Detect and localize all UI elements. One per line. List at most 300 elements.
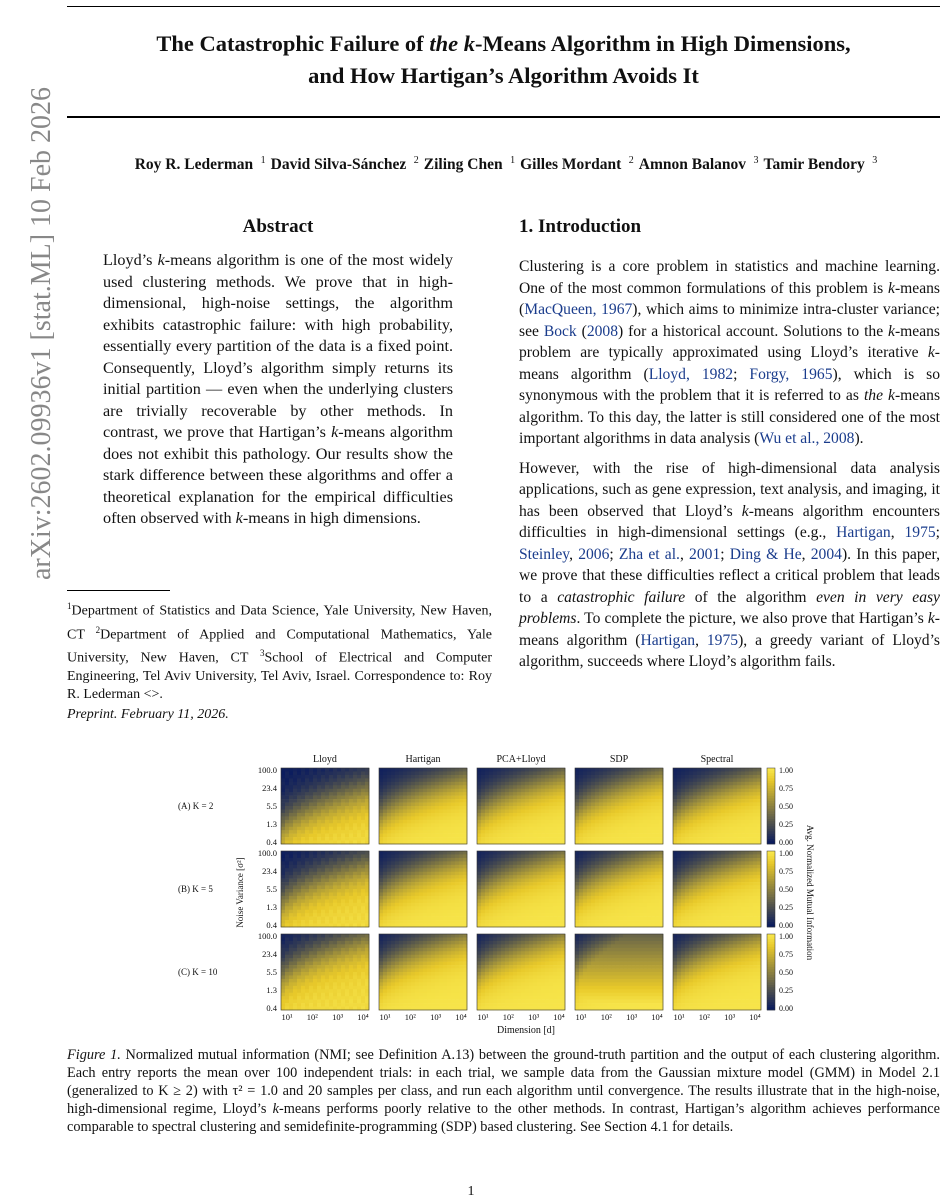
heatmap-cell (599, 861, 603, 865)
heatmap-cell (651, 879, 655, 883)
heatmap-cell (357, 872, 361, 876)
heatmap-cell (753, 771, 757, 775)
heatmap-cell (607, 906, 611, 910)
heatmap-cell (607, 917, 611, 921)
colorbar-segment (767, 919, 775, 922)
heatmap-cell (651, 917, 655, 921)
heatmap-cell (281, 820, 285, 824)
heatmap-cell (599, 889, 603, 893)
citation-link[interactable]: Hartigan (836, 524, 891, 541)
heatmap-cell (749, 768, 753, 772)
heatmap-cell (655, 868, 659, 872)
heatmap-cell (721, 879, 725, 883)
heatmap-cell (387, 813, 391, 817)
heatmap-cell (451, 816, 455, 820)
heatmap-cell (623, 879, 627, 883)
citation-link[interactable]: Bock (543, 322, 577, 340)
heatmap-cell (583, 906, 587, 910)
heatmap-cell (301, 823, 305, 827)
heatmap-cell (419, 903, 423, 907)
heatmap-cell (549, 816, 553, 820)
heatmap-cell (689, 858, 693, 862)
heatmap-cell (447, 809, 451, 813)
citation-link[interactable]: Hartigan (640, 631, 696, 649)
heatmap-cell (383, 823, 387, 827)
heatmap-cell (557, 913, 561, 917)
heatmap-cell (301, 910, 305, 914)
heatmap-cell (411, 813, 415, 817)
heatmap-cell (387, 854, 391, 858)
heatmap-cell (459, 789, 463, 793)
heatmap-cell (509, 792, 513, 796)
heatmap-cell (415, 872, 419, 876)
heatmap-cell (489, 775, 493, 779)
heatmap-cell (431, 768, 435, 772)
heatmap-cell (431, 806, 435, 810)
citation-link[interactable]: 2008 (586, 322, 619, 340)
heatmap-cell (349, 899, 353, 903)
heatmap-cell (509, 858, 513, 862)
heatmap-cell (713, 913, 717, 917)
heatmap-cell (419, 813, 423, 817)
heatmap-cell (749, 920, 753, 924)
heatmap-cell (365, 830, 369, 834)
heatmap-cell (509, 820, 513, 824)
heatmap-cell (481, 854, 485, 858)
heatmap-cell (493, 834, 497, 838)
citation-link[interactable]: Forgy, 1965 (749, 365, 833, 383)
heatmap-cell (619, 775, 623, 779)
heatmap-cell (587, 854, 591, 858)
heatmap-cell (481, 896, 485, 900)
heatmap-cell (549, 827, 553, 831)
heatmap-cell (591, 834, 595, 838)
heatmap-cell (697, 892, 701, 896)
heatmap-cell (357, 816, 361, 820)
heatmap-cell (493, 896, 497, 900)
heatmap-cell (423, 782, 427, 786)
heatmap-cell (737, 816, 741, 820)
heatmap-cell (431, 882, 435, 886)
heatmap-cell (631, 785, 635, 789)
heatmap-cell (627, 827, 631, 831)
heatmap-cell (513, 861, 517, 865)
heatmap-cell (525, 785, 529, 789)
heatmap-cell (753, 785, 757, 789)
heatmap-cell (619, 861, 623, 865)
heatmap-cell (399, 903, 403, 907)
heatmap-cell (505, 809, 509, 813)
heatmap-cell (301, 913, 305, 917)
heatmap-cell (737, 806, 741, 810)
heatmap-cell (737, 903, 741, 907)
colorbar-tick-label: 1.00 (779, 766, 793, 775)
heatmap-cell (459, 778, 463, 782)
heatmap-cell (459, 903, 463, 907)
heatmap-cell (575, 816, 579, 820)
colorbar-segment (767, 909, 775, 912)
heatmap-cell (309, 910, 313, 914)
heatmap-cell (297, 879, 301, 883)
heatmap-cell (521, 886, 525, 890)
heatmap-cell (659, 903, 663, 907)
heatmap-cell (477, 910, 481, 914)
heatmap-cell (599, 820, 603, 824)
heatmap-cell (439, 872, 443, 876)
heatmap-cell (333, 813, 337, 817)
heatmap-cell (365, 816, 369, 820)
heatmap-cell (685, 837, 689, 841)
heatmap-cell (281, 792, 285, 796)
heatmap-cell (341, 896, 345, 900)
heatmap-cell (627, 803, 631, 807)
heatmap-cell (427, 854, 431, 858)
heatmap-cell (603, 827, 607, 831)
heatmap-cell (619, 771, 623, 775)
heatmap-cell (361, 854, 365, 858)
heatmap-cell (443, 799, 447, 803)
heatmap-cell (329, 910, 333, 914)
heatmap-cell (387, 792, 391, 796)
heatmap-cell (643, 865, 647, 869)
heatmap-cell (599, 782, 603, 786)
heatmap-cell (419, 806, 423, 810)
citation-link[interactable]: Ding & He (729, 545, 802, 563)
heatmap-cell (325, 917, 329, 921)
heatmap-cell (591, 778, 595, 782)
heatmap-cell (611, 889, 615, 893)
heatmap-cell (545, 865, 549, 869)
heatmap-cell (313, 882, 317, 886)
heatmap-cell (321, 834, 325, 838)
heatmap-cell (439, 803, 443, 807)
heatmap-cell (561, 768, 565, 772)
heatmap-cell (583, 816, 587, 820)
heatmap-cell (517, 868, 521, 872)
heatmap-cell (399, 906, 403, 910)
heatmap-cell (749, 882, 753, 886)
heatmap-cell (537, 892, 541, 896)
heatmap-cell (729, 803, 733, 807)
heatmap-cell (697, 886, 701, 890)
heatmap-cell (439, 837, 443, 841)
heatmap-cell (415, 792, 419, 796)
heatmap-cell (549, 872, 553, 876)
heatmap-cell (541, 851, 545, 855)
heatmap-cell (451, 778, 455, 782)
heatmap-cell (415, 775, 419, 779)
heatmap-cell (741, 906, 745, 910)
heatmap-cell (639, 771, 643, 775)
heatmap-cell (623, 813, 627, 817)
heatmap-cell (415, 820, 419, 824)
author-name: David Silva-Sánchez (270, 156, 407, 174)
heatmap-cell (689, 813, 693, 817)
heatmap-cell (353, 820, 357, 824)
heatmap-cell (591, 799, 595, 803)
heatmap-cell (619, 865, 623, 869)
citation-link[interactable]: MacQueen, 1967 (524, 301, 633, 318)
heatmap-cell (317, 892, 321, 896)
heatmap-cell (575, 782, 579, 786)
heatmap-cell (575, 875, 579, 879)
citation-link[interactable]: 1975 (706, 631, 739, 649)
heatmap-cell (741, 879, 745, 883)
heatmap-cell (721, 816, 725, 820)
heatmap-cell (427, 851, 431, 855)
heatmap-cell (635, 816, 639, 820)
heatmap-cell (435, 920, 439, 924)
heatmap-cell (721, 906, 725, 910)
heatmap-cell (427, 920, 431, 924)
heatmap-cell (337, 813, 341, 817)
heatmap-cell (733, 861, 737, 865)
heatmap-cell (505, 879, 509, 883)
heatmap-cell (697, 809, 701, 813)
heatmap-cell (403, 820, 407, 824)
heatmap-cell (395, 917, 399, 921)
heatmap-cell (443, 768, 447, 772)
heatmap-cell (615, 889, 619, 893)
heatmap-cell (561, 889, 565, 893)
heatmap-cell (329, 903, 333, 907)
heatmap-cell (591, 837, 595, 841)
heatmap-cell (729, 827, 733, 831)
heatmap-cell (341, 872, 345, 876)
heatmap-cell (685, 792, 689, 796)
heatmap-cell (553, 906, 557, 910)
heatmap-cell (615, 861, 619, 865)
heatmap-cell (537, 827, 541, 831)
heatmap-cell (733, 799, 737, 803)
heatmap-cell (447, 796, 451, 800)
heatmap-cell (415, 854, 419, 858)
heatmap-cell (553, 913, 557, 917)
heatmap-cell (579, 882, 583, 886)
heatmap-cell (623, 806, 627, 810)
heatmap-cell (521, 920, 525, 924)
heatmap-cell (545, 785, 549, 789)
citation-link[interactable]: 2004 (810, 545, 842, 563)
heatmap-cell (443, 896, 447, 900)
heatmap-cell (673, 861, 677, 865)
heatmap-cell (603, 816, 607, 820)
heatmap-cell (419, 858, 423, 862)
heatmap-cell (635, 861, 639, 865)
citation-link[interactable]: Steinley (519, 545, 570, 563)
heatmap-cell (693, 889, 697, 893)
heatmap-cell (439, 886, 443, 890)
heatmap-cell (579, 861, 583, 865)
heatmap-cell (357, 799, 361, 803)
heatmap-cell (557, 806, 561, 810)
heatmap-cell (537, 775, 541, 779)
heatmap-cell (447, 851, 451, 855)
heatmap-cell (419, 796, 423, 800)
heatmap-cell (423, 896, 427, 900)
citation-link[interactable]: Zha et al. (618, 545, 680, 563)
heatmap-cell (451, 886, 455, 890)
heatmap-cell (545, 827, 549, 831)
heatmap-cell (455, 879, 459, 883)
heatmap-cell (365, 809, 369, 813)
heatmap-cell (647, 792, 651, 796)
heatmap-cell (439, 816, 443, 820)
heatmap-cell (365, 892, 369, 896)
heatmap-cell (407, 796, 411, 800)
heatmap-cell (281, 872, 285, 876)
heatmap-cell (281, 854, 285, 858)
heatmap-cell (575, 837, 579, 841)
colorbar-segment (767, 836, 775, 839)
heatmap-cell (639, 861, 643, 865)
heatmap-cell (681, 889, 685, 893)
heatmap-cell (447, 837, 451, 841)
heatmap-cell (345, 875, 349, 879)
heatmap-cell (549, 868, 553, 872)
heatmap-cell (387, 830, 391, 834)
heatmap-cell (729, 906, 733, 910)
heatmap-cell (423, 882, 427, 886)
heatmap-cell (345, 809, 349, 813)
heatmap-cell (345, 771, 349, 775)
heatmap-cell (717, 823, 721, 827)
heatmap-cell (733, 865, 737, 869)
citation-link[interactable]: Lloyd, 1982 (648, 365, 734, 383)
heatmap-cell (611, 778, 615, 782)
heatmap-cell (599, 854, 603, 858)
heatmap-cell (525, 771, 529, 775)
heatmap-cell (325, 861, 329, 865)
heatmap-cell (501, 889, 505, 893)
heatmap-cell (419, 837, 423, 841)
heatmap-cell (643, 868, 647, 872)
heatmap-cell (435, 792, 439, 796)
heatmap-cell (741, 886, 745, 890)
heatmap-cell (281, 803, 285, 807)
heatmap-cell (419, 879, 423, 883)
heatmap-cell (383, 789, 387, 793)
heatmap-cell (595, 910, 599, 914)
heatmap-cell (509, 775, 513, 779)
heatmap-cell (365, 785, 369, 789)
heatmap-cell (709, 782, 713, 786)
heatmap-cell (407, 820, 411, 824)
heatmap-cell (529, 920, 533, 924)
heatmap-cell (517, 861, 521, 865)
heatmap-cell (407, 865, 411, 869)
heatmap-cell (485, 892, 489, 896)
heatmap-cell (693, 827, 697, 831)
citation-link[interactable]: 1975 (904, 524, 936, 541)
heatmap-cell (321, 768, 325, 772)
citation-link[interactable]: 2006 (578, 545, 610, 563)
heatmap-cell (317, 771, 321, 775)
heatmap-cell (305, 806, 309, 810)
heatmap-cell (579, 906, 583, 910)
heatmap-cell (595, 882, 599, 886)
heatmap-cell (451, 889, 455, 893)
heatmap-cell (313, 768, 317, 772)
heatmap-cell (293, 903, 297, 907)
heatmap-cell (603, 789, 607, 793)
heatmap-cell (749, 771, 753, 775)
heatmap-cell (451, 775, 455, 779)
heatmap-cell (325, 768, 329, 772)
heatmap-cell (337, 778, 341, 782)
heatmap-cell (681, 813, 685, 817)
heatmap-cell (575, 917, 579, 921)
heatmap-cell (309, 799, 313, 803)
heatmap-cell (579, 889, 583, 893)
heatmap-cell (427, 861, 431, 865)
heatmap-cell (713, 896, 717, 900)
heatmap-cell (685, 910, 689, 914)
heatmap-cell (517, 771, 521, 775)
heatmap-cell (431, 913, 435, 917)
heatmap-cell (627, 837, 631, 841)
heatmap-cell (651, 768, 655, 772)
heatmap-cell (481, 803, 485, 807)
heatmap-cell (357, 917, 361, 921)
heatmap-cell (313, 796, 317, 800)
heatmap-cell (583, 899, 587, 903)
heatmap-cell (713, 851, 717, 855)
heatmap-cell (733, 858, 737, 862)
heatmap-cell (753, 899, 757, 903)
heatmap-cell (387, 820, 391, 824)
heatmap-cell (709, 851, 713, 855)
heatmap-cell (489, 889, 493, 893)
heatmap-cell (737, 778, 741, 782)
heatmap-cell (697, 813, 701, 817)
heatmap-cell (591, 775, 595, 779)
heatmap-cell (639, 892, 643, 896)
heatmap-cell (341, 910, 345, 914)
heatmap-cell (749, 913, 753, 917)
heatmap-cell (431, 875, 435, 879)
heatmap-cell (285, 771, 289, 775)
heatmap-cell (317, 906, 321, 910)
heatmap-cell (705, 889, 709, 893)
heatmap-cell (603, 882, 607, 886)
colorbar-segment (767, 814, 775, 817)
heatmap-cell (607, 903, 611, 907)
heatmap-cell (501, 913, 505, 917)
y-tick-label: 1.3 (266, 819, 277, 829)
heatmap-cell (647, 858, 651, 862)
heatmap-cell (737, 875, 741, 879)
heatmap-cell (423, 837, 427, 841)
heatmap-cell (529, 771, 533, 775)
heatmap-cell (753, 913, 757, 917)
heatmap-cell (383, 806, 387, 810)
heatmap-cell (423, 868, 427, 872)
heatmap-cell (721, 771, 725, 775)
heatmap-cell (451, 796, 455, 800)
heatmap-cell (713, 782, 717, 786)
citation-link[interactable]: Wu et al., 2008 (759, 430, 855, 447)
heatmap-cell (545, 771, 549, 775)
heatmap-cell (579, 879, 583, 883)
colorbar-segment (767, 881, 775, 884)
heatmap-cell (317, 920, 321, 924)
citation-link[interactable]: 2001 (689, 545, 721, 563)
heatmap-cell (623, 851, 627, 855)
heatmap-cell (591, 806, 595, 810)
heatmap-cell (705, 806, 709, 810)
heatmap-cell (391, 806, 395, 810)
